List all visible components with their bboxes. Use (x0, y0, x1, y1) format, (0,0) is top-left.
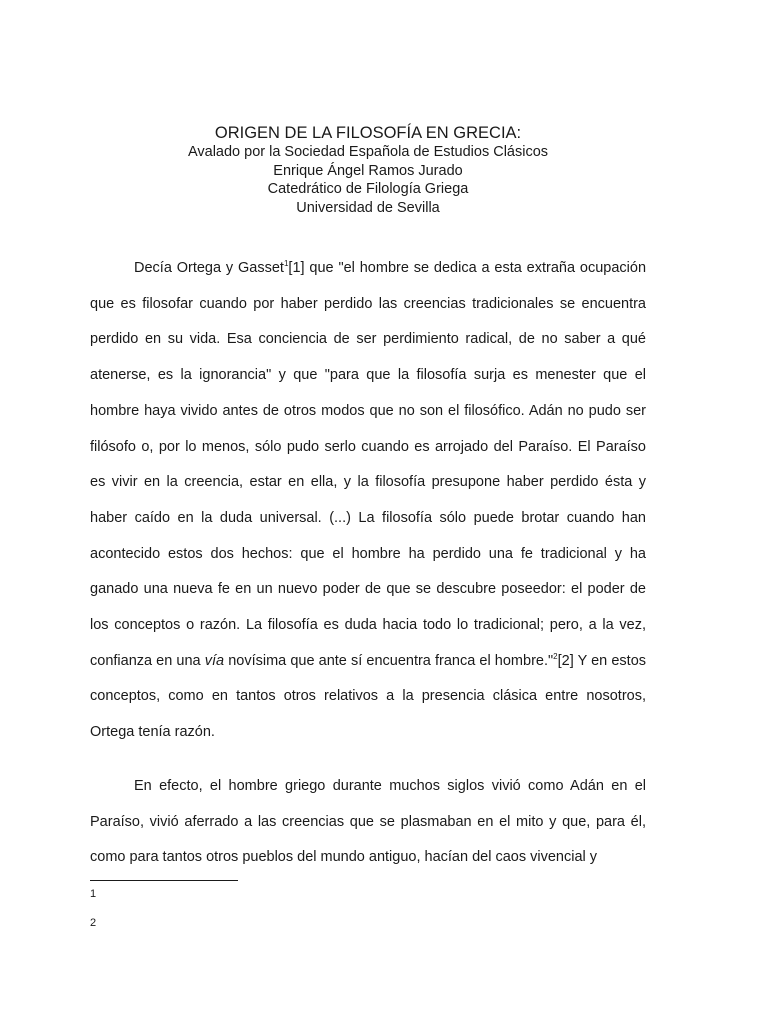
paragraph-2-text: En efecto, el hombre griego durante muchos siglos vivió como Adán en el Paraíso, vivió aferrado a las creencias que se plasmaban en el mito y que, para él, como para tantos otros pueblos del mundo antiguo, hacían del caos vivencial y (90, 778, 646, 866)
paragraph-1-italic-word: vía (204, 652, 225, 669)
paragraph-1-text-a: Decía Ortega y Gasset (134, 260, 284, 276)
paragraph-1-text-c: novísima que ante sí encuentra franca el hombre." (224, 652, 554, 669)
footnote-reference-1[interactable]: 1 (283, 259, 289, 268)
document-header (90, 123, 646, 217)
body-paragraph-2 (90, 769, 646, 876)
footnote-1: 1 (90, 888, 97, 900)
author-position: Catedrático de Filología Griega (267, 181, 469, 197)
paragraph-1-text-d: [2] Y en estos conceptos, como en tantos otros relativos a la presencia clásica entre nosotros, Ortega tenía razón. (90, 652, 647, 741)
paragraph-1-text-b: [1] que "el hombre se dedica a esta extraña ocupación que es filosofar cuando por haber perdido las creencias tradicionales se encuentra perdido en su vida. Esa conciencia de ser perdimiento radical, de no saber a qué atenerse, es la ignorancia" y que "para que la filosofía surja es menester que el hombre haya vivido antes de otros modos que no son el filosófico. Adán no pudo ser filósofo o, por lo menos, sólo pudo serlo cuando es arrojado del Paraíso. El Paraíso es vivir en la creencia, estar en ella, y la filosofía presupone haber perdido ésta y haber caído en la duda universal. (...) La filosofía sólo puede brotar cuando han acontecido estos dos hechos: que el hombre ha perdido una fe tradicional y ha ganado una nueva fe en un nuevo poder de que se descubre poseedor: el poder de los conceptos o razón. La filosofía es duda hacia todo lo tradicional; pero, a la vez, confianza en una (90, 260, 647, 669)
footnote-reference-2[interactable]: 2 (553, 651, 558, 661)
footnote-2: 2 (90, 917, 97, 929)
endorsement-line: Avalado por la Sociedad Española de Estudios Clásicos (187, 144, 549, 160)
author-affiliation: Universidad de Sevilla (296, 199, 440, 216)
footnote-separator (90, 880, 238, 881)
body-paragraph-1 (90, 251, 646, 751)
document-title: ORIGEN DE LA FILOSOFÍA EN GRECIA: (214, 124, 522, 142)
author-name: Enrique Ángel Ramos Jurado (273, 162, 463, 179)
